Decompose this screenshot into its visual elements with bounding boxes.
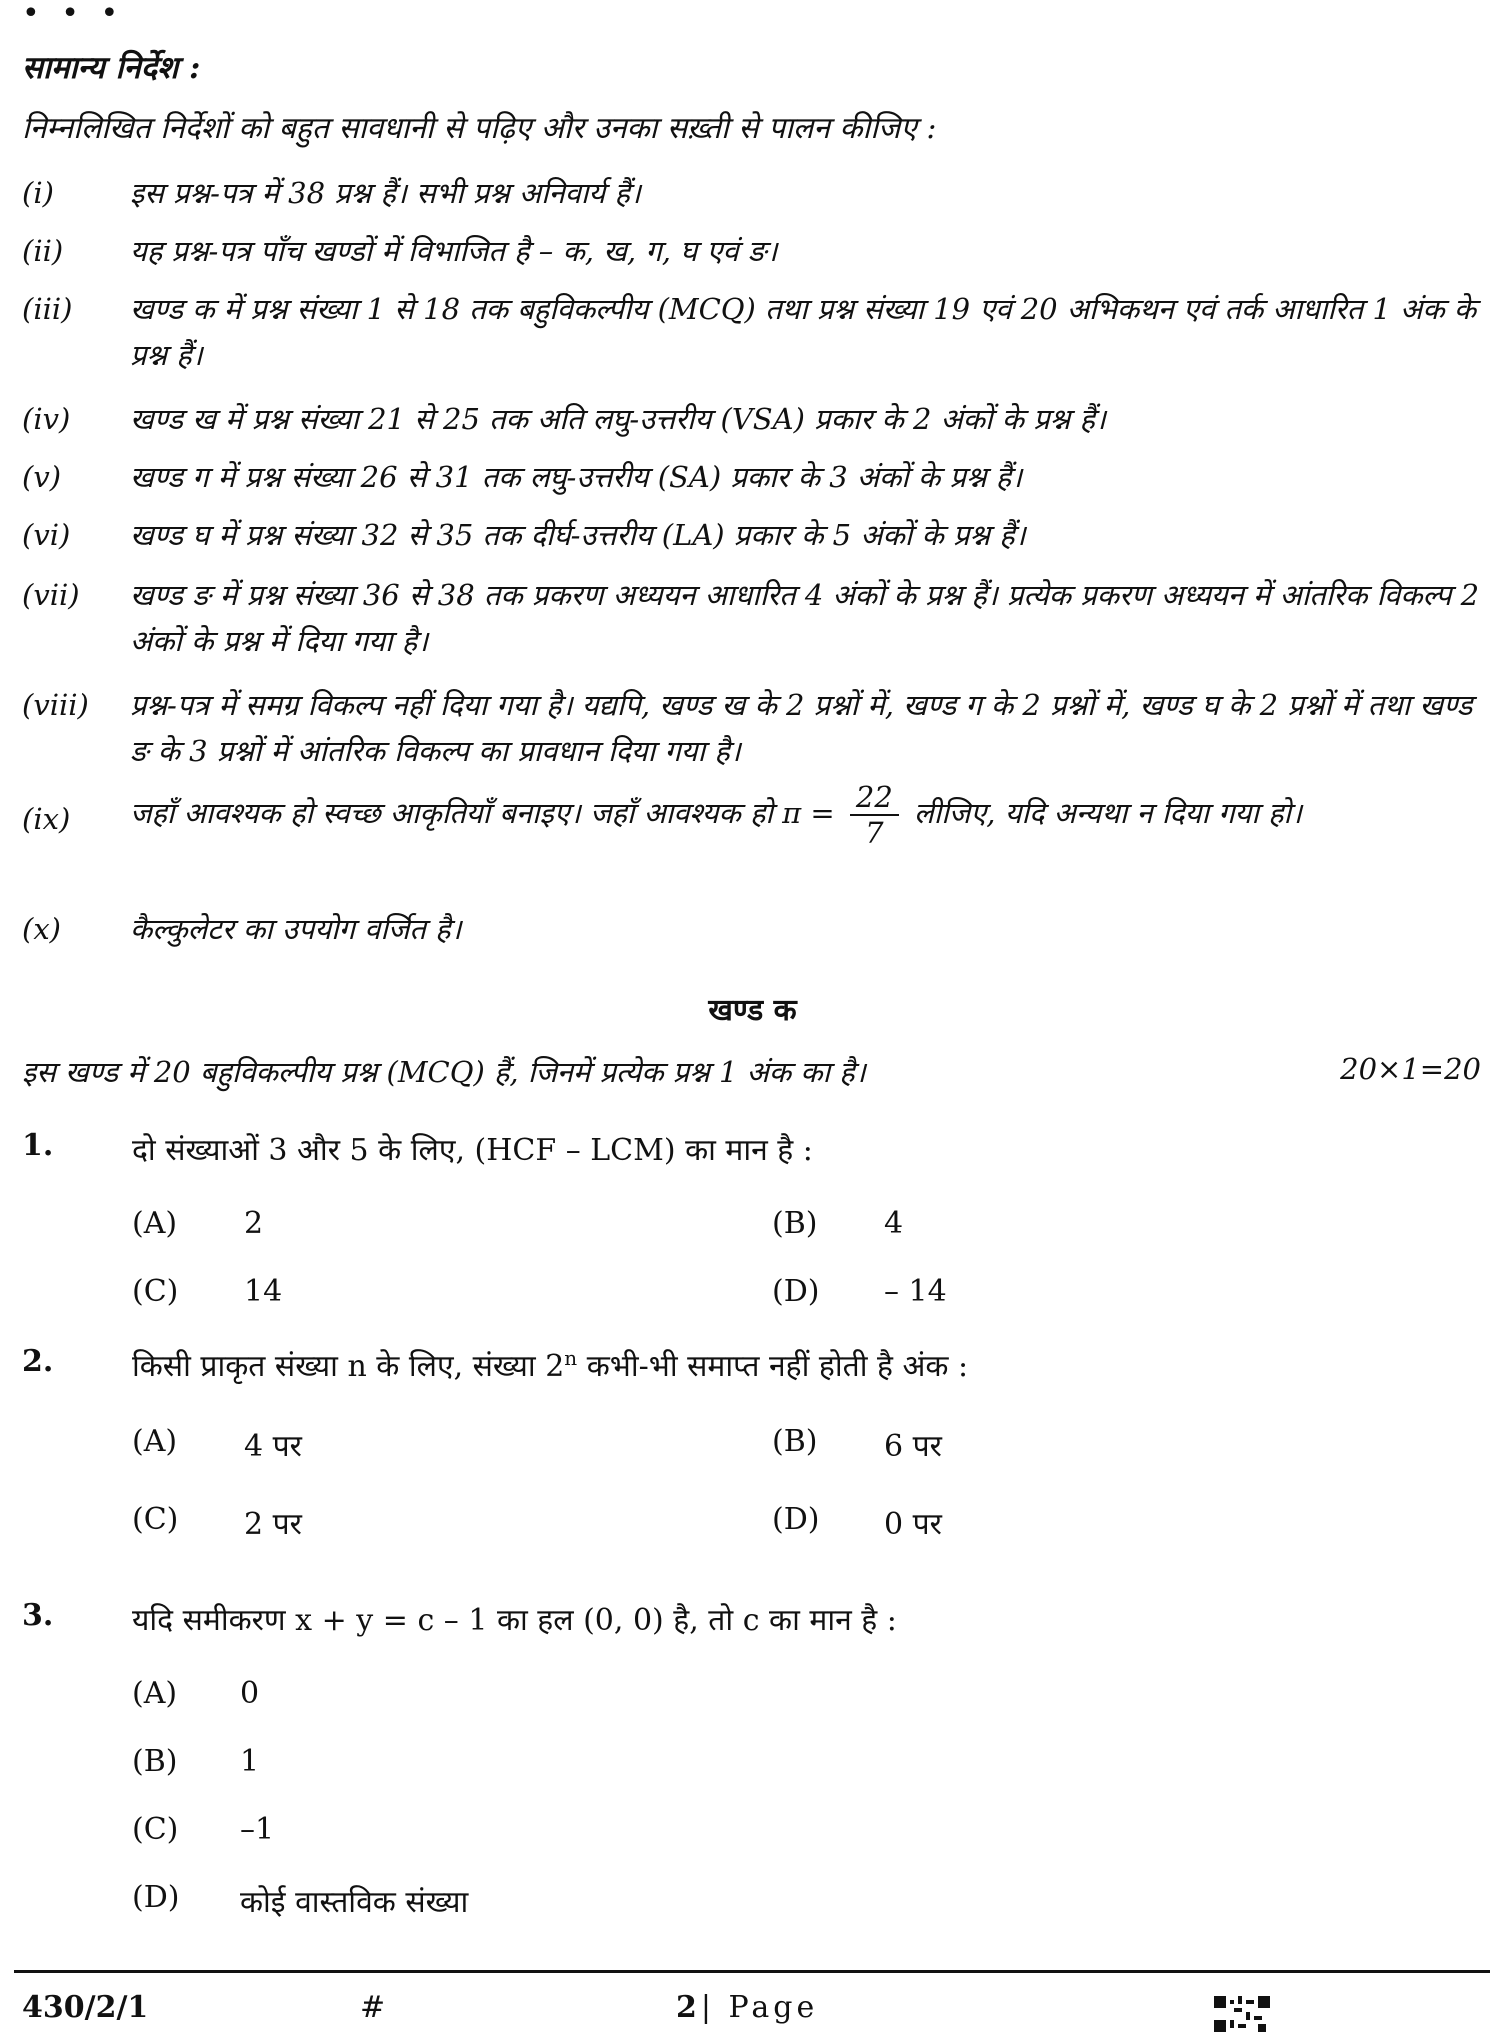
instruction-item	[22, 286, 1482, 378]
instruction-number: (ii)	[22, 234, 64, 268]
instruction-number: (i)	[22, 176, 54, 210]
option-value: 0 पर	[884, 1507, 942, 1542]
general-instructions-intro: निम्नलिखित निर्देशों को बहुत सावधानी से पढ़िए और उनका सख़्ती से पालन कीजिए :	[22, 111, 937, 146]
question-text: दो संख्याओं 3 और 5 के लिए, (HCF – LCM) का मान है :	[132, 1133, 813, 1168]
instruction-text	[130, 780, 1482, 850]
instruction-number: (v)	[22, 460, 62, 494]
page-number: 2	[676, 1990, 701, 2025]
section-marks: 20×1=20	[1340, 1052, 1481, 1086]
instruction-text: कैल्कुलेटर का उपयोग वर्जित है।	[130, 912, 462, 946]
option-label: (C)	[132, 1502, 179, 1537]
option-value: कोई वास्तविक संख्या	[240, 1885, 469, 1920]
instruction-number: (iii)	[22, 292, 73, 326]
instruction-item	[22, 454, 1482, 500]
instruction-text-after: लीजिए, यदि अन्यथा न दिया गया हो।	[914, 796, 1303, 830]
instruction-number: (vi)	[22, 518, 71, 552]
instruction-item	[22, 682, 1482, 774]
option-value: 2 पर	[244, 1507, 302, 1542]
instruction-text: खण्ड ङ में प्रश्न संख्या 36 से 38 तक प्रकरण अध्ययन आधारित 4 अंकों के प्रश्न हैं। प्रत्येक प्रकरण अध्ययन में आंतरिक विकल्प 2 अंकों के प्रश्न में दिया गया है।	[130, 578, 1480, 658]
fraction-numerator: 22	[850, 780, 899, 816]
option-label: (B)	[772, 1206, 818, 1241]
option-value: 1	[240, 1744, 260, 1779]
question-text-after: कभी-भी समाप्त नहीं होती है अंक :	[577, 1349, 969, 1384]
instruction-text: प्रश्न-पत्र में समग्र विकल्प नहीं दिया गया है। यद्यपि, खण्ड ख के 2 प्रश्नों में, खण्ड ग के 2 प्रश्नों में, खण्ड घ के 2 प्रश्नों में तथा खण्ड ङ के 3 प्रश्नों में आंतरिक विकल्प का प्रावधान दिया गया है।	[130, 688, 1473, 768]
footer-divider	[14, 1970, 1490, 1973]
option-label: (D)	[772, 1502, 820, 1537]
instruction-text-before: जहाँ आवश्यक हो स्वच्छ आकृतियाँ बनाइए। जहाँ आवश्यक हो π =	[130, 796, 835, 830]
instruction-text: यह प्रश्न-पत्र पाँच खण्डों में विभाजित है – क, ख, ग, घ एवं ङ।	[130, 234, 778, 268]
instruction-text: खण्ड क में प्रश्न संख्या 1 से 18 तक बहुविकल्पीय (MCQ) तथा प्रश्न संख्या 19 एवं 20 अभिकथन एवं तर्क आधारित 1 अंक के प्रश्न हैं।	[130, 292, 1477, 372]
exponent: n	[564, 1346, 578, 1370]
question-number: 1.	[22, 1128, 54, 1163]
option-label: (A)	[132, 1206, 178, 1241]
page-label: | Page	[700, 1990, 819, 2025]
qr-code-icon	[1214, 1996, 1270, 2032]
header-dots: • • •	[22, 0, 125, 31]
option-label: (D)	[772, 1274, 820, 1309]
instruction-number: (ix)	[22, 802, 71, 836]
instruction-text: खण्ड ग में प्रश्न संख्या 26 से 31 तक लघु-उत्तरीय (SA) प्रकार के 3 अंकों के प्रश्न हैं।	[130, 460, 1023, 494]
instruction-text: खण्ड घ में प्रश्न संख्या 32 से 35 तक दीर्घ-उत्तरीय (LA) प्रकार के 5 अंकों के प्रश्न हैं।	[130, 518, 1026, 552]
instruction-number: (viii)	[22, 688, 89, 722]
question-text	[132, 1344, 968, 1385]
instruction-item	[22, 396, 1482, 442]
section-title: खण्ड क	[708, 993, 797, 1028]
option-label: (B)	[772, 1424, 818, 1459]
option-value: 2	[244, 1206, 264, 1241]
instruction-item	[22, 170, 1482, 216]
paper-code: 430/2/1	[22, 1990, 149, 2025]
option-label: (B)	[132, 1744, 178, 1779]
section-description: इस खण्ड में 20 बहुविकल्पीय प्रश्न (MCQ) हैं, जिनमें प्रत्येक प्रश्न 1 अंक का है।	[22, 1055, 866, 1089]
option-label: (A)	[132, 1676, 178, 1711]
option-value: –1	[240, 1812, 275, 1847]
option-label: (D)	[132, 1880, 180, 1915]
instruction-number: (iv)	[22, 402, 71, 436]
instruction-item	[22, 228, 1482, 274]
instruction-text: खण्ड ख में प्रश्न संख्या 21 से 25 तक अति लघु-उत्तरीय (VSA) प्रकार के 2 अंकों के प्रश्न हैं।	[130, 402, 1106, 436]
option-value: 0	[240, 1676, 260, 1711]
option-value: 14	[244, 1274, 283, 1309]
instruction-item	[22, 906, 1482, 952]
question-text: यदि समीकरण x + y = c – 1 का हल (0, 0) है, तो c का मान है :	[132, 1603, 897, 1638]
instruction-number: (vii)	[22, 578, 80, 612]
question-number: 2.	[22, 1344, 54, 1379]
option-label: (C)	[132, 1274, 179, 1309]
question-number: 3.	[22, 1598, 54, 1633]
option-label: (C)	[132, 1812, 179, 1847]
question-text-before: किसी प्राकृत संख्या n के लिए, संख्या 2	[132, 1349, 565, 1384]
instruction-item	[22, 780, 1482, 850]
option-value: 4 पर	[244, 1429, 302, 1464]
footer-hash: #	[360, 1990, 386, 2025]
instruction-item	[22, 512, 1482, 558]
instruction-item	[22, 572, 1482, 664]
pi-fraction	[850, 780, 899, 850]
option-value: 4	[884, 1206, 904, 1241]
option-value: – 14	[884, 1274, 947, 1309]
page-indicator	[676, 1990, 818, 2025]
fraction-denominator: 7	[865, 816, 884, 850]
instruction-text: इस प्रश्न-पत्र में 38 प्रश्न हैं। सभी प्रश्न अनिवार्य हैं।	[130, 176, 641, 210]
option-label: (A)	[132, 1424, 178, 1459]
general-instructions-heading: सामान्य निर्देश :	[22, 50, 201, 86]
instruction-number: (x)	[22, 912, 61, 946]
option-value: 6 पर	[884, 1429, 942, 1464]
